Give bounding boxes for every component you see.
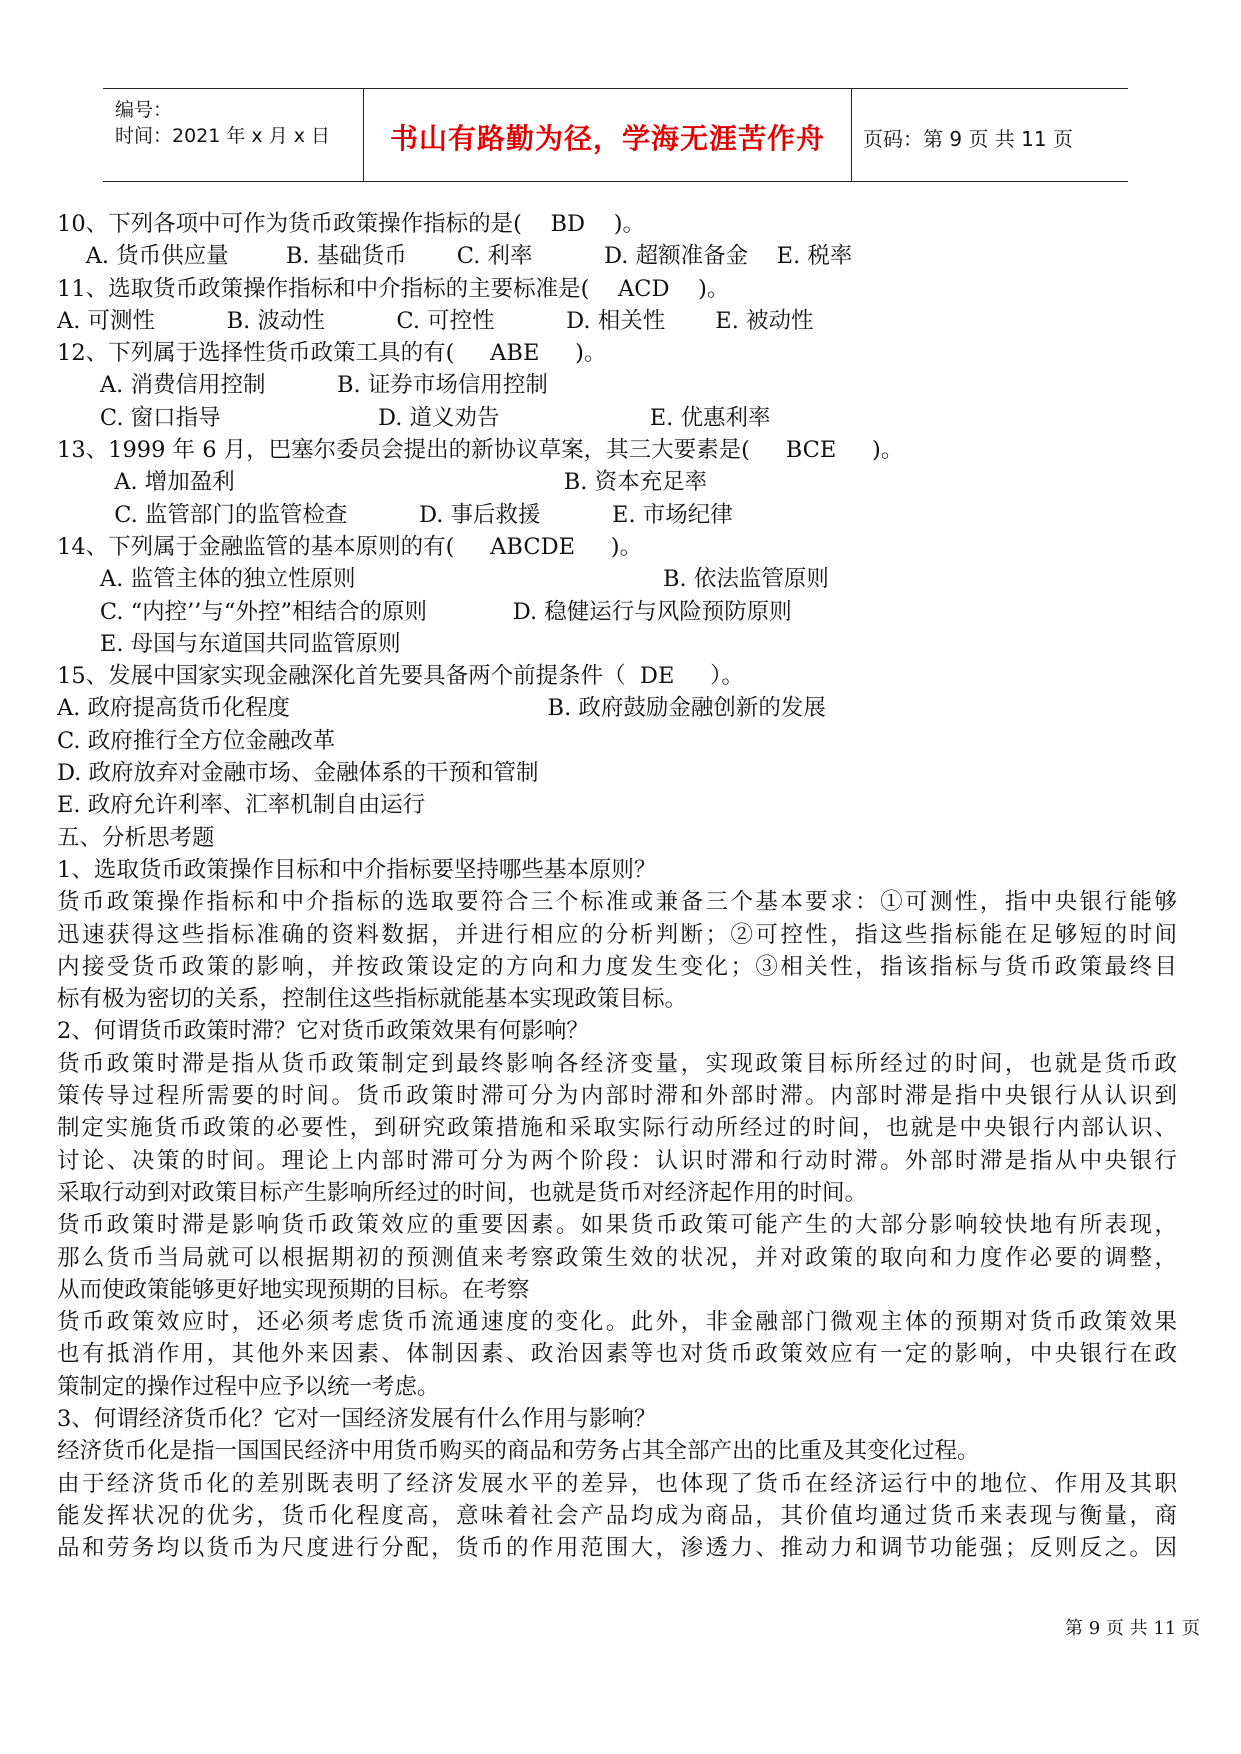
q12-options-2: C. 窗口指导 D. 道义劝告 E. 优惠利率 xyxy=(57,404,771,431)
essay-a2-line: 货币政策时滞是影响货币政策效应的重要因素。如果货币政策可能产生的大部分影响较快地有所表现， xyxy=(57,1212,1177,1239)
essay-q2: 2、何谓货币政策时滞？它对货币政策效果有何影响？ xyxy=(57,1018,589,1045)
essay-a1-line: 标有极为密切的关系，控制住这些指标就能基本实现政策目标。 xyxy=(57,986,688,1013)
essay-q1: 1、选取货币政策操作目标和中介指标要坚持哪些基本原则？ xyxy=(57,856,657,883)
essay-a1-line: 迅速获得这些指标准确的资料数据，并进行相应的分析判断；②可控性，指这些指标能在足够短的时间 xyxy=(57,921,1177,948)
q11-options: A. 可测性 B. 波动性 C. 可控性 D. 相关性 E. 被动性 xyxy=(57,307,814,334)
q11-stem: 11、选取货币政策操作指标和中介指标的主要标准是( ACD )。 xyxy=(57,275,730,302)
page-code: 页码：第 9 页 共 11 页 xyxy=(863,127,1073,151)
motto-text: 书山有路勤为径，学海无涯苦作舟 xyxy=(389,122,825,155)
essay-a1-line: 货币政策操作指标和中介指标的选取要符合三个标准或兼备三个基本要求：①可测性，指中央银行能够 xyxy=(57,889,1177,916)
date-label: 时间：2021 年 x 月 x 日 xyxy=(115,125,331,147)
q14-options-1: A. 监管主体的独立性原则 B. 依法监管原则 xyxy=(57,566,829,593)
q13-options-2: C. 监管部门的监管检查 D. 事后救援 E. 市场纪律 xyxy=(57,501,733,528)
q14-options-2: C. “内控’’与“外控”相结合的原则 D. 稳健运行与风险预防原则 xyxy=(57,598,792,625)
essay-a2-line: 策制定的操作过程中应予以统一考虑。 xyxy=(57,1373,440,1400)
q12-stem: 12、下列属于选择性货币政策工具的有( ABE )。 xyxy=(57,340,607,367)
essay-a2-line: 货币政策效应时，还必须考虑货币流通速度的变化。此外，非金融部门微观主体的预期对货币政策效果 xyxy=(57,1309,1177,1336)
essay-q3: 3、何谓经济货币化？它对一国经济发展有什么作用与影响？ xyxy=(57,1405,657,1432)
essay-a2-line: 采取行动到对政策目标产生影响所经过的时间，也就是货币对经济起作用的时间。 xyxy=(57,1179,868,1206)
document-body xyxy=(57,208,1177,1564)
essay-a2-line: 货币政策时滞是指从货币政策制定到最终影响各经济变量，实现政策目标所经过的时间，也就是货币政 xyxy=(57,1050,1177,1077)
essay-a3-line: 能发挥状况的优劣，货币化程度高，意味着社会产品均成为商品，其价值均通过货币来表现与衡量，商 xyxy=(57,1502,1177,1529)
q12-options-1: A. 消费信用控制 B. 证券市场信用控制 xyxy=(57,372,548,399)
essay-a3-line: 由于经济货币化的差别既表明了经济发展水平的差异，也体现了货币在经济运行中的地位、作用及其职 xyxy=(57,1470,1177,1497)
essay-a3-line: 品和劳务均以货币为尺度进行分配，货币的作用范围大，渗透力、推动力和调节功能强；反则反之。因 xyxy=(57,1535,1177,1562)
page-header xyxy=(103,88,1128,182)
q15-options-1: A. 政府提高货币化程度 B. 政府鼓励金融创新的发展 xyxy=(57,695,826,722)
essay-a2-line: 那么货币当局就可以根据期初的预测值来考察政策生效的状况，并对政策的取向和力度作必要的调整， xyxy=(57,1244,1177,1271)
q10-stem: 10、下列各项中可作为货币政策操作指标的是( BD )。 xyxy=(57,211,645,237)
q15-stem: 15、发展中国家实现金融深化首先要具备两个前提条件（ DE ）。 xyxy=(57,663,744,690)
q14-options-3: E. 母国与东道国共同监管原则 xyxy=(57,630,401,657)
section-title: 五、分析思考题 xyxy=(57,824,215,851)
q13-stem: 13、1999 年 6 月，巴塞尔委员会提出的新协议草案，其三大要素是( BCE )。 xyxy=(57,437,904,464)
header-page-cell xyxy=(851,89,1128,181)
q13-options-1: A. 增加盈利 B. 资本充足率 xyxy=(57,469,708,496)
essay-a2-line: 从而使政策能够更好地实现预期的目标。在考察 xyxy=(57,1276,530,1303)
q15-option-c: C. 政府推行全方位金融改革 xyxy=(57,727,336,754)
essay-a2-line: 也有抵消作用，其他外来因素、体制因素、政治因素等也对货币政策效应有一定的影响，中央银行在政 xyxy=(57,1341,1177,1368)
serial-label: 编号： xyxy=(115,99,173,121)
header-motto-cell xyxy=(363,89,852,181)
essay-a1-line: 内接受货币政策的影响，并按政策设定的方向和力度发生变化；③相关性，指该指标与货币政策最终目 xyxy=(57,953,1177,980)
q15-option-e: E. 政府允许利率、汇率机制自由运行 xyxy=(57,792,426,819)
header-meta-cell xyxy=(103,89,363,181)
page-footer: 第 9 页 共 11 页 xyxy=(1065,1618,1200,1639)
q14-stem: 14、下列属于金融监管的基本原则的有( ABCDE )。 xyxy=(57,533,643,560)
q10-options: A. 货币供应量 B. 基础货币 C. 利率 D. 超额准备金 E. 税率 xyxy=(57,243,853,270)
essay-a2-line: 制定实施货币政策的必要性，到研究政策措施和采取实际行动所经过的时间，也就是中央银行内部认识、 xyxy=(57,1115,1177,1142)
essay-a2-line: 策传导过程所需要的时间。货币政策时滞可分为内部时滞和外部时滞。内部时滞是指中央银行从认识到 xyxy=(57,1083,1177,1110)
q15-option-d: D. 政府放弃对金融市场、金融体系的干预和管制 xyxy=(57,760,539,787)
essay-a2-line: 讨论、决策的时间。理论上内部时滞可分为两个阶段：认识时滞和行动时滞。外部时滞是指从中央银行 xyxy=(57,1147,1177,1174)
essay-a3-line: 经济货币化是指一国国民经济中用货币购买的商品和劳务占其全部产出的比重及其变化过程。 xyxy=(57,1438,980,1465)
